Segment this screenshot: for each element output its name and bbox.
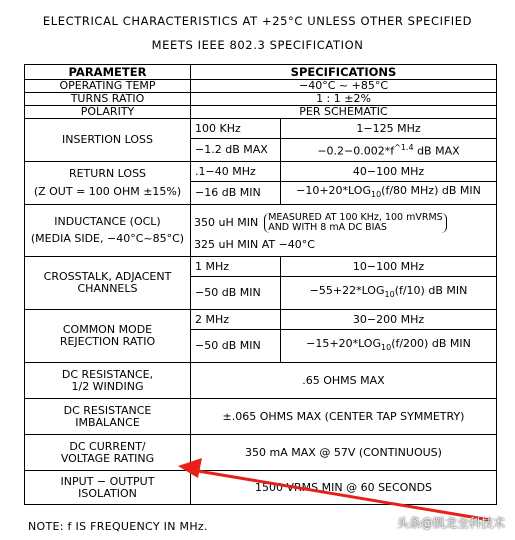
inductance-note-2: AND WITH 8 mA DC BIAS bbox=[268, 221, 387, 233]
insertion-loss-unit: dB MAX bbox=[413, 144, 460, 158]
isolation-label-1: INPUT − OUTPUT bbox=[60, 474, 155, 488]
common-mode-freq-1: 2 MHz bbox=[191, 310, 281, 330]
title-line-2: MEETS IEEE 802.3 SPECIFICATION bbox=[151, 38, 364, 52]
dc-current-label-2: VOLTAGE RATING bbox=[60, 451, 155, 465]
dc-imbalance-label-1: DC RESISTANCE bbox=[63, 403, 152, 417]
inductance-label-1: INDUCTANCE (OCL) bbox=[54, 215, 161, 228]
isolation-label-2: ISOLATION bbox=[78, 486, 137, 500]
crosstalk-label-2: CHANNELS bbox=[77, 282, 138, 295]
crosstalk-formula-rest: (f/10) dB MIN bbox=[394, 283, 468, 297]
arrow-head bbox=[178, 458, 202, 478]
col-header-specifications: SPECIFICATIONS bbox=[191, 65, 497, 80]
inductance-min: 350 uH MIN bbox=[194, 215, 259, 229]
return-loss-freq-2: 40−100 MHz bbox=[281, 162, 497, 182]
crosstalk-freq-2: 10−100 MHz bbox=[281, 257, 497, 277]
dc-current-value: 350 mA MAX @ 57V (CONTINUOUS) bbox=[191, 435, 497, 471]
return-loss-value-1: −16 dB MIN bbox=[191, 182, 281, 205]
inductance-cold-value: 325 uH MIN AT −40°C bbox=[194, 237, 315, 251]
return-loss-label-2: (Z OUT = 100 OHM ±15%) bbox=[33, 185, 182, 198]
return-loss-log-base: 10 bbox=[370, 190, 382, 200]
insertion-loss-freq-2: 1−125 MHz bbox=[281, 119, 497, 139]
operating-temp-label: OPERATING TEMP bbox=[25, 80, 191, 93]
insertion-loss-exponent: ^1.4 bbox=[394, 143, 414, 153]
crosstalk-value-1: −50 dB MIN bbox=[191, 277, 281, 310]
operating-temp-value: −40°C ~ +85°C bbox=[191, 80, 497, 93]
return-loss-freq-1: .1−40 MHz bbox=[191, 162, 281, 182]
dc-imbalance-value: ±.065 OHMS MAX (CENTER TAP SYMMETRY) bbox=[191, 399, 497, 435]
crosstalk-freq-1: 1 MHz bbox=[191, 257, 281, 277]
common-mode-label-1: COMMON MODE bbox=[62, 323, 153, 336]
return-loss-label-1: RETURN LOSS bbox=[68, 167, 147, 180]
inductance-note-1: MEASURED AT 100 KHz, 100 mVRMS bbox=[268, 211, 443, 223]
common-mode-value-1: −50 dB MIN bbox=[191, 330, 281, 363]
turns-ratio-label: TURNS RATIO bbox=[25, 93, 191, 106]
isolation-value: 1500 VRMS MIN @ 60 SECONDS bbox=[191, 471, 497, 505]
dc-imbalance-label-2: IMBALANCE bbox=[75, 415, 140, 429]
insertion-loss-value-1: −1.2 dB MAX bbox=[191, 139, 281, 162]
polarity-value: PER SCHEMATIC bbox=[191, 106, 497, 119]
polarity-label: POLARITY bbox=[25, 106, 191, 119]
common-mode-formula: −15+20*LOG bbox=[306, 336, 381, 350]
watermark-text: 头条@凯龙全科技术 bbox=[396, 516, 505, 530]
common-mode-formula-rest: (f/200) dB MIN bbox=[391, 336, 471, 350]
common-mode-label-2: REJECTION RATIO bbox=[59, 335, 156, 348]
dc-resistance-value: .65 OHMS MAX bbox=[191, 363, 497, 399]
crosstalk-log-base: 10 bbox=[384, 290, 395, 300]
insertion-loss-freq-1: 100 KHz bbox=[191, 119, 281, 139]
turns-ratio-value: 1 : 1 ±2% bbox=[191, 93, 497, 106]
arrow-shaft bbox=[192, 470, 490, 520]
insertion-loss-formula: −0.2−0.002*f bbox=[317, 144, 395, 158]
inductance-label-2: (MEDIA SIDE, −40°C~85°C) bbox=[30, 232, 185, 245]
col-header-parameter: PARAMETER bbox=[25, 65, 191, 80]
common-mode-log-base: 10 bbox=[381, 343, 392, 353]
title-line-1: ELECTRICAL CHARACTERISTICS AT +25°C UNLESS OTHER SPECIFIED bbox=[42, 14, 473, 28]
crosstalk-formula: −55+22*LOG bbox=[309, 283, 385, 297]
return-loss-formula-rest: (f/80 MHz) dB MIN bbox=[381, 183, 481, 197]
return-loss-formula: −10+20*LOG bbox=[296, 183, 371, 197]
crosstalk-label-1: CROSSTALK, ADJACENT bbox=[43, 270, 172, 283]
dc-resistance-label-2: 1/2 WINDING bbox=[71, 379, 144, 393]
dc-current-label-1: DC CURRENT/ bbox=[69, 439, 146, 453]
insertion-loss-label: INSERTION LOSS bbox=[25, 119, 191, 162]
common-mode-freq-2: 30−200 MHz bbox=[281, 310, 497, 330]
footnote: NOTE: f IS FREQUENCY IN MHz. bbox=[28, 520, 208, 533]
dc-resistance-label-1: DC RESISTANCE, bbox=[61, 367, 154, 381]
